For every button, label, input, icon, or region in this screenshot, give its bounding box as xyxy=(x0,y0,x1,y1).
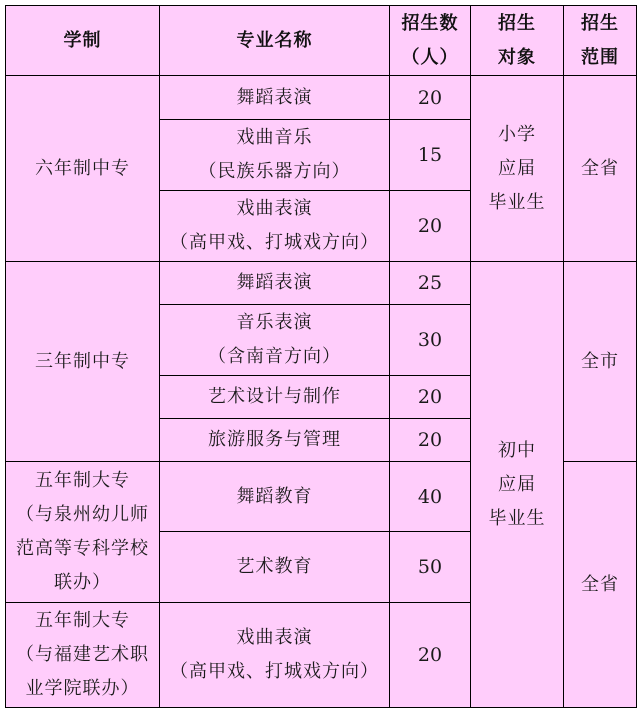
major-line: 舞蹈表演 xyxy=(236,272,313,293)
system-six-year: 六年制中专 xyxy=(6,76,160,262)
enrollment-table xyxy=(5,5,637,708)
system-line: 五年制大专 xyxy=(35,470,130,491)
target-line: 小学 xyxy=(498,123,536,145)
major-line: 戏曲音乐 xyxy=(236,127,313,148)
target-line: 应届 xyxy=(498,157,536,179)
major-subline: （高甲戏、打城戏方向） xyxy=(170,232,379,253)
header-scope-line2: 范围 xyxy=(581,46,619,68)
major-cell xyxy=(160,191,390,262)
count-cell: 20 xyxy=(390,603,471,708)
table-row xyxy=(6,76,637,120)
target-junior xyxy=(471,262,564,708)
target-line: 应届 xyxy=(498,473,536,495)
target-primary xyxy=(471,76,564,262)
count-cell: 20 xyxy=(390,376,471,419)
count-cell: 25 xyxy=(390,262,471,305)
system-three-year: 三年制中专 xyxy=(6,262,160,462)
major-subline: （含南音方向） xyxy=(208,346,341,367)
target-line: 毕业生 xyxy=(488,507,546,529)
system-line: 五年制大专 xyxy=(35,610,130,631)
header-scope-line1: 招生 xyxy=(581,12,619,34)
header-count-line1: 招生数 xyxy=(401,12,459,34)
major-line: 音乐表演 xyxy=(236,312,313,333)
header-row xyxy=(6,6,637,76)
system-line: 联办） xyxy=(54,572,111,593)
header-scope xyxy=(564,6,637,76)
system-line: （与福建艺术职 xyxy=(16,644,149,665)
major-line: 戏曲表演 xyxy=(236,627,313,648)
major-cell xyxy=(160,76,390,120)
major-line: 舞蹈表演 xyxy=(236,86,313,108)
header-count-line2: （人） xyxy=(401,46,459,68)
system-five-year-quanzhou xyxy=(6,462,160,603)
header-count xyxy=(390,6,471,76)
header-system: 学制 xyxy=(6,6,160,76)
major-cell xyxy=(160,305,390,376)
system-line: （与泉州幼儿师 xyxy=(16,504,149,525)
major-line: 戏曲表演 xyxy=(236,198,313,219)
scope-province-2: 全省 xyxy=(564,462,637,708)
major-cell xyxy=(160,262,390,305)
target-line: 毕业生 xyxy=(488,191,546,213)
major-subline: （高甲戏、打城戏方向） xyxy=(170,661,379,682)
header-target-line2: 对象 xyxy=(498,46,536,68)
header-major: 专业名称 xyxy=(160,6,390,76)
count-cell: 20 xyxy=(390,76,471,120)
major-cell xyxy=(160,603,390,708)
major-line: 舞蹈教育 xyxy=(236,485,313,507)
major-cell xyxy=(160,462,390,532)
major-cell xyxy=(160,120,390,191)
system-line: 业学院联办） xyxy=(25,678,140,699)
major-cell xyxy=(160,376,390,419)
major-line: 艺术设计与制作 xyxy=(208,386,341,407)
major-line: 旅游服务与管理 xyxy=(208,429,341,450)
target-line: 初中 xyxy=(498,439,536,461)
major-cell xyxy=(160,419,390,462)
system-line: 范高等专科学校 xyxy=(16,538,149,559)
count-cell: 30 xyxy=(390,305,471,376)
count-cell: 40 xyxy=(390,462,471,532)
count-cell: 50 xyxy=(390,532,471,603)
scope-city: 全市 xyxy=(564,262,637,462)
count-cell: 20 xyxy=(390,191,471,262)
count-cell: 15 xyxy=(390,120,471,191)
major-cell xyxy=(160,532,390,603)
table-row xyxy=(6,262,637,305)
major-subline: （民族乐器方向） xyxy=(198,161,351,182)
count-cell: 20 xyxy=(390,419,471,462)
system-five-year-fujian xyxy=(6,603,160,708)
scope-province-1: 全省 xyxy=(564,76,637,262)
header-target xyxy=(471,6,564,76)
header-target-line1: 招生 xyxy=(498,12,536,34)
major-line: 艺术教育 xyxy=(236,556,313,577)
